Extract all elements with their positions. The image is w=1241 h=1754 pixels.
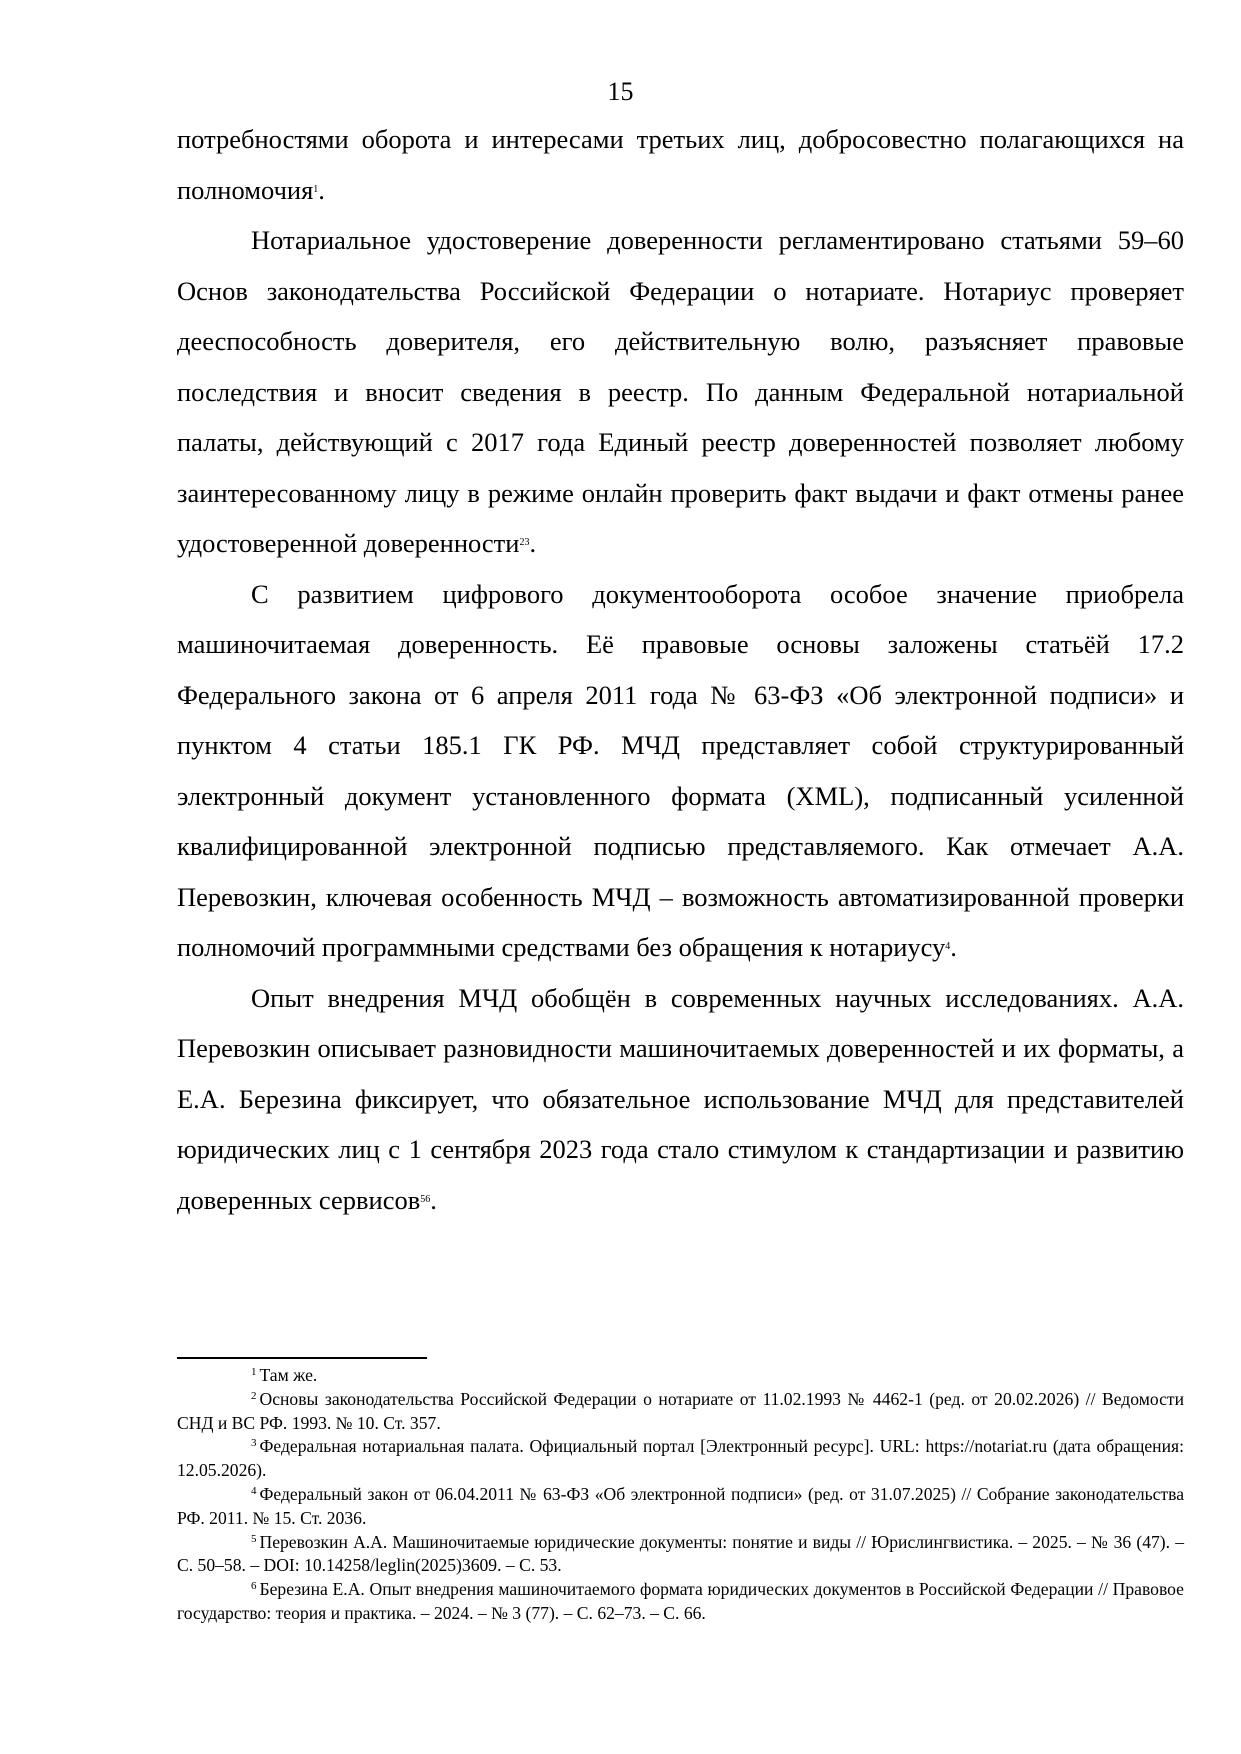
paragraph-text: Нотариальное удостоверение доверенности регламентировано статьями 59–60 Основ законодательства Российской Федерации о нотариате. Нотариус проверяет дееспособность доверителя, его действительную волю, разъясняет правовые последствия и вносит сведения в реестр. По данным Федеральной нотариальной палаты, действующий с 2017 года Единый реестр доверенностей позволяет любому заинтересованному лицу в режиме онлайн проверить факт выдачи и факт отмены ранее удостоверенной доверенности [177,225,1184,558]
footnote-2 [177,1388,1184,1436]
footnote-number: 2 [251,1389,257,1402]
footnote-5 [177,1531,1184,1579]
footnote-separator [177,1357,427,1359]
footnote-reference[interactable]: 1 [313,183,319,195]
footnote-number: 5 [251,1532,257,1545]
paragraph-tail: . [430,1184,437,1215]
footnote-number: 3 [251,1437,257,1450]
footnote-reference[interactable]: 56 [420,1193,431,1205]
paragraph-continuation [177,114,1184,215]
footnote-text[interactable]: Федеральная нотариальная палата. Официальный портал [Электронный ресурс]. URL: https://notariat.ru (дата обращения: 12.05.2026). [177,1436,1184,1481]
footnote-number: 6 [251,1580,257,1593]
footnote-6 [177,1578,1184,1626]
footnote-reference[interactable]: 4 [945,941,951,952]
paragraph-tail: . [318,174,325,205]
footnote-text: Федеральный закон от 06.04.2011 № 63-ФЗ «Об электронной подписи» (ред. от 31.07.2025) // Собрание законодательства РФ. 2011. № 15. Ст. 2036. [177,1483,1184,1528]
footnote-4 [177,1483,1184,1531]
body-text [177,114,1184,1225]
footnote-text: Березина Е.А. Опыт внедрения машиночитаемого формата юридических документов в Российской Федерации // Правовое государство: теория и практика. – 2024. – № 3 (77). – С. 62–73. – С. 66. [177,1579,1184,1623]
footnote-number: 4 [251,1484,257,1497]
footnote-text: Основы законодательства Российской Федерации о нотариате от 11.02.1993 № 4462-1 (ред. от 20.02.2026) // Ведомости СНД и ВС РФ. 1993. № 10. Ст. 357. [177,1388,1184,1433]
paragraph-machine-readable-poa [177,569,1184,973]
paragraph-text: Опыт внедрения МЧД обобщён в современных научных исследованиях. А.А. Перевозкин описывает разновидности машиночитаемых доверенностей и их форматы, а Е.А. Березина фиксирует, что обязательное использование МЧД для представителей юридических лиц с 1 сентября 2023 года стало стимулом к стандартизации и развитию доверенных сервисов [177,982,1184,1215]
footnote-number: 1 [251,1366,257,1378]
paragraph-tail: . [529,528,537,558]
footnote-1 [177,1364,1184,1388]
paragraph-notarial-certification [177,215,1184,569]
footnote-text: Перевозкин А.А. Машиночитаемые юридические документы: понятие и виды // Юрислингвистика. – 2025. – № 36 (47). – С. 50–58. – DOI: 10.14258/leglin(2025)3609. – С. 53. [177,1531,1184,1576]
paragraph-text: потребностями оборота и интересами третьих лиц, добросовестно полагающихся на полномочия [177,124,1184,205]
footnote-text: Там же. [259,1365,318,1385]
footnotes [177,1364,1184,1626]
paragraph-tail: . [950,932,957,962]
paragraph-text: С развитием цифрового документооборота особое значение приобрела машиночитаемая доверенность. Её правовые основы заложены статьёй 17.2 Федерального закона от 6 апреля 2011 года № 63-ФЗ «Об электронной подписи» и пунктом 4 статьи 185.1 ГК РФ. МЧД представляет собой структурированный электронный документ установленного формата (XML), подписанный усиленной квалифицированной электронной подписью представляемого. Как отмечает А.А. Перевозкин, ключевая особенность МЧД – возможность автоматизированной проверки полномочий программными средствами без обращения к нотариусу [177,578,1184,962]
paragraph-implementation-experience [177,973,1184,1226]
footnote-3 [177,1435,1184,1483]
footnote-reference[interactable]: 23 [519,537,530,548]
page-number: 15 [607,77,634,106]
